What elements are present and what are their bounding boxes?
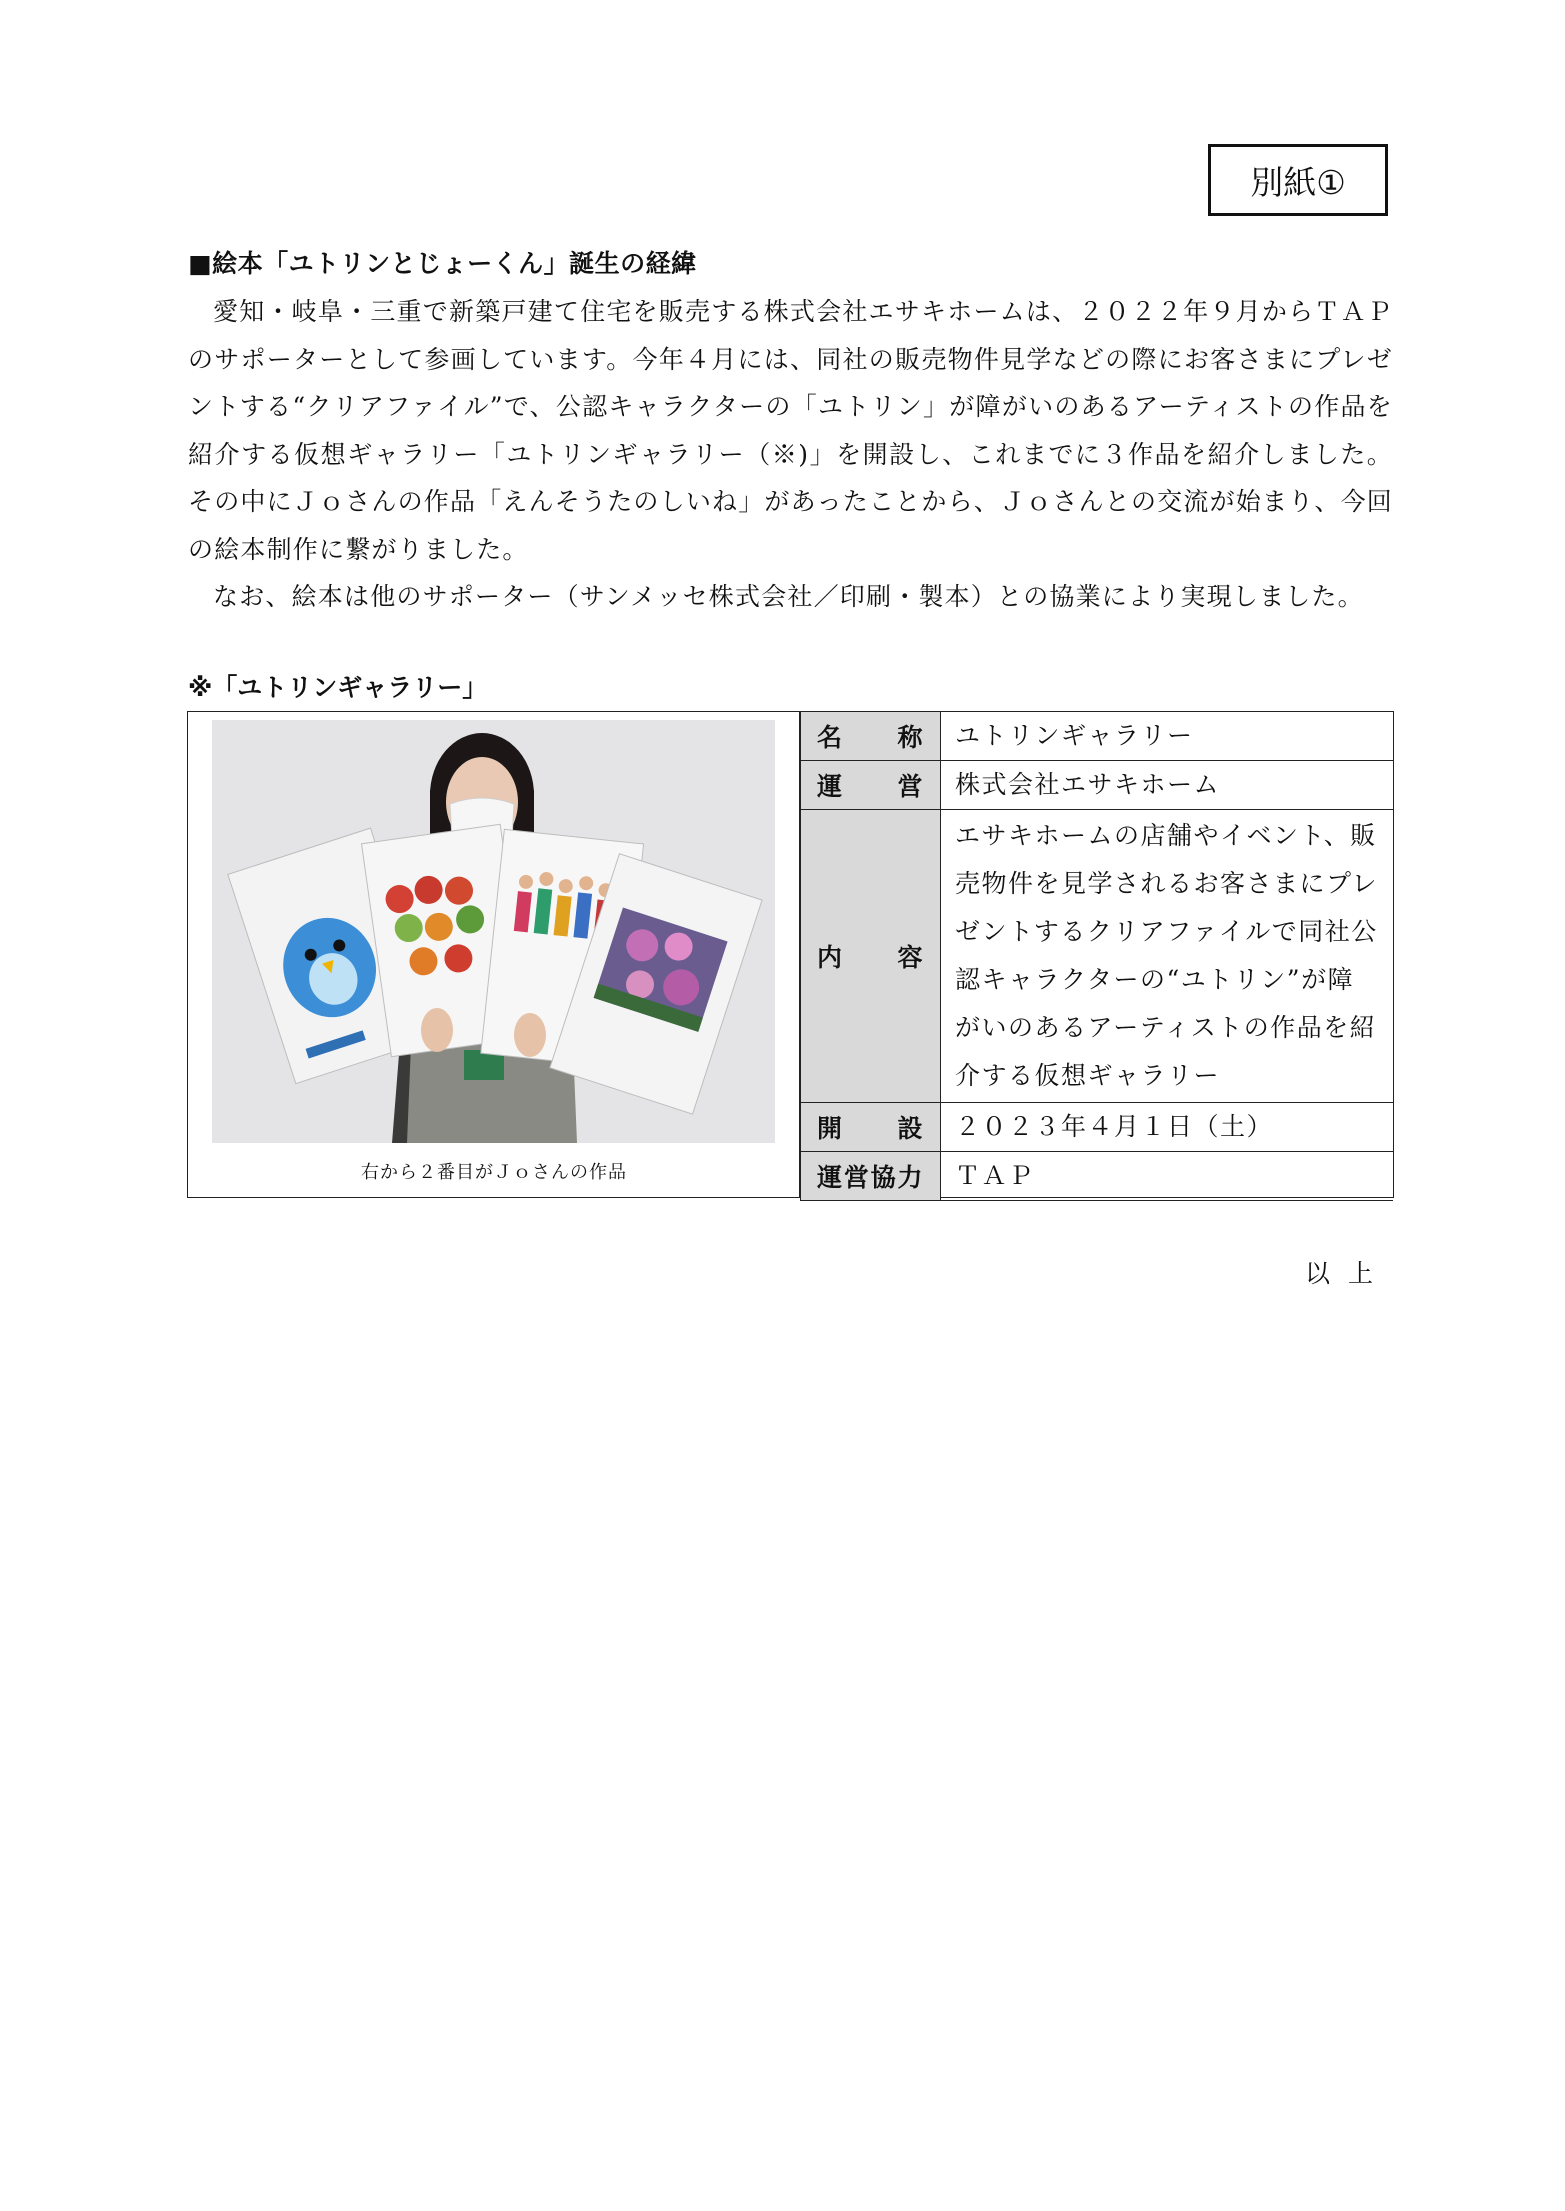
row-label: 運営 [801,761,941,810]
paragraph-1: 愛知・岐阜・三重で新築戸建て住宅を販売する株式会社エサキホームは、２０２２年９月からＴＡＰのサポーターとして参画しています。今年４月には、同社の販売物件見学などの際にお客さまにプレゼントする“クリアファイル”で、公認キャラクターの「ユトリン」が障がいのあるアーティストの作品を紹介する仮想ギャラリー「ユトリンギャラリー（※)」を開設し、これまでに３作品を紹介しました。その中にＪｏさんの作品「えんそうたのしいね」があったことから、Ｊｏさんとの交流が始まり、今回の絵本制作に繋がりました。 [188,297,1393,564]
row-label: 開設 [801,1103,941,1152]
row-value: ＴＡＰ [941,1152,1394,1201]
row-label: 運営協力 [801,1152,941,1201]
table-row [801,1152,1394,1201]
gallery-photo [212,720,775,1143]
table-row [801,810,1394,1103]
table-row [801,761,1394,810]
row-label: 内容 [801,810,941,1103]
photo-caption: 右から２番目がＪｏさんの作品 [361,1162,627,1183]
row-value: 株式会社エサキホーム [941,761,1394,810]
row-value: ユトリンギャラリー [941,712,1394,761]
gallery-box [187,711,1394,1198]
attachment-badge: 別紙① [1208,144,1388,216]
paragraph-2: なお、絵本は他のサポーター（サンメッセ株式会社／印刷・製本）との協業により実現しました。 [213,582,1364,611]
section-heading: ■絵本「ユトリンとじょーくん」誕生の経緯 [188,249,697,278]
closing-text: 以上 [1305,1259,1392,1288]
person-holding-clear-files-image [212,720,775,1143]
body-text [188,288,1393,621]
row-value: ２０２３年４月１日（土） [941,1103,1394,1152]
gallery-info-table [800,712,1393,1201]
table-row [801,712,1394,761]
table-row [801,1103,1394,1152]
row-value: エサキホームの店舗やイベント、販売物件を見学されるお客さまにプレゼントするクリアファイルで同社公認キャラクターの“ユトリン”が障がいのあるアーティストの作品を紹介する仮想ギャラリー [941,810,1394,1103]
gallery-heading: ※「ユトリンギャラリー」 [188,673,488,702]
photo-cell [188,712,800,1197]
row-label: 名称 [801,712,941,761]
